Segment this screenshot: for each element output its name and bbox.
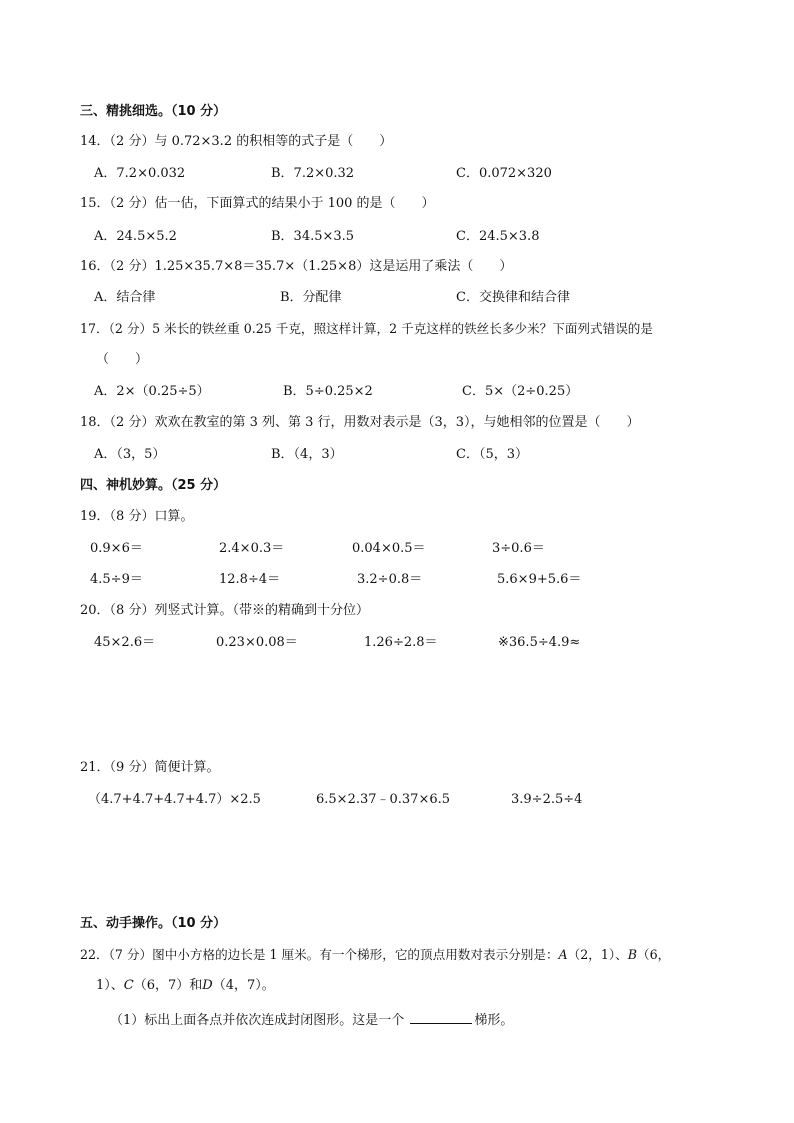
q22-point-a: A [558, 947, 568, 962]
q18-option-b: B．（4，3） [271, 447, 343, 462]
question-22-line-2 [96, 977, 275, 995]
q15-option-c: C．24.5×3.8 [456, 229, 540, 244]
q19-item-4: 3÷0.6＝ [492, 541, 545, 556]
q19-item-2: 2.4×0.3＝ [219, 541, 285, 556]
q20-item-3: 1.26÷2.8＝ [364, 635, 438, 650]
q19-item-5: 4.5÷9＝ [90, 572, 143, 587]
q17-option-c: C．5×（2÷0.25） [462, 384, 579, 399]
section-5-title: 五、动手操作。（10 分） [80, 916, 227, 931]
q22-point-d-coord: （4，7）。 [212, 978, 275, 993]
q22-intro: 22．（7 分）图中小方格的边长是 1 厘米。有一个梯形，它的顶点用数对表示分别是： [80, 947, 559, 962]
q22-point-a-coord: （2，1）、 [567, 947, 628, 962]
q16-option-c: C．交换律和结合律 [456, 290, 570, 305]
section-4-title: 四、神机妙算。（25 分） [80, 478, 227, 493]
q18-option-a: A．（3，5） [94, 447, 166, 462]
q19-item-7: 3.2÷0.8＝ [357, 572, 423, 587]
q20-item-1: 45×2.6＝ [94, 635, 156, 650]
q22-point-c-coord: （6，7）和 [133, 978, 203, 993]
q21-item-2: 6.5×2.37﹣0.37×6.5 [316, 792, 451, 807]
question-17: 17．（2 分）5 米长的铁丝重 0.25 千克，照这样计算，2 千克这样的铁丝长多少米？下面列式错误的是 [80, 321, 653, 336]
question-22-line-1 [80, 946, 670, 964]
q22-sub1-suffix: 梯形。 [474, 1013, 514, 1028]
question-17-bracket: （ ） [96, 352, 149, 367]
q22-point-b: B [627, 947, 638, 962]
q16-option-b: B．分配律 [280, 290, 342, 305]
question-16: 16．（2 分）1.25×35.7×8＝35.7×（1.25×8）这是运用了乘法（ ） [80, 259, 513, 274]
q15-option-a: A．24.5×5.2 [94, 229, 177, 244]
question-14: 14．（2 分）与 0.72×3.2 的积相等的式子是（ ） [80, 134, 393, 149]
q19-item-3: 0.04×0.5＝ [352, 541, 426, 556]
q22-point-d: D [202, 978, 213, 993]
q19-item-8: 5.6×9+5.6＝ [497, 572, 582, 587]
q22-point-b-coord-end: 1）、 [96, 978, 124, 993]
q18-option-c: C．（5，3） [456, 447, 528, 462]
question-15: 15．（2 分）估一估，下面算式的结果小于 100 的是（ ） [80, 196, 435, 211]
q22-point-c: C [123, 978, 134, 993]
question-22-sub-1 [110, 1009, 513, 1030]
q22-point-b-coord: （6， [637, 947, 671, 962]
q22-sub1-text: （1）标出上面各点并依次连成封闭图形。这是一个 [110, 1013, 405, 1028]
section-3-title: 三、精挑细选。（10 分） [80, 104, 227, 119]
q19-item-1: 0.9×6＝ [90, 541, 143, 556]
question-18: 18．（2 分）欢欢在教室的第 3 列、第 3 行，用数对表示是（3，3），与她相邻的位置是（ ） [80, 415, 640, 430]
q21-item-3: 3.9÷2.5÷4 [511, 792, 583, 807]
q15-option-b: B．34.5×3.5 [271, 229, 355, 244]
q17-option-a: A．2×（0.25÷5） [94, 384, 210, 399]
q22-answer-blank[interactable] [410, 1009, 472, 1024]
q16-option-a: A．结合律 [94, 290, 156, 305]
q21-item-1: （4.7+4.7+4.7+4.7）×2.5 [88, 792, 261, 807]
q14-option-a: A．7.2×0.032 [94, 166, 186, 181]
question-20: 20．（8 分）列竖式计算。（带※的精确到十分位） [80, 603, 369, 618]
question-19: 19．（8 分）口算。 [80, 509, 194, 524]
q17-option-b: B．5÷0.25×2 [283, 384, 373, 399]
q20-item-4: ※36.5÷4.9≈ [498, 635, 581, 650]
q19-item-6: 12.8÷4＝ [219, 572, 281, 587]
question-21: 21．（9 分）简便计算。 [80, 760, 220, 775]
q20-item-2: 0.23×0.08＝ [216, 635, 298, 650]
q14-option-c: C．0.072×320 [456, 166, 552, 181]
q14-option-b: B．7.2×0.32 [271, 166, 355, 181]
